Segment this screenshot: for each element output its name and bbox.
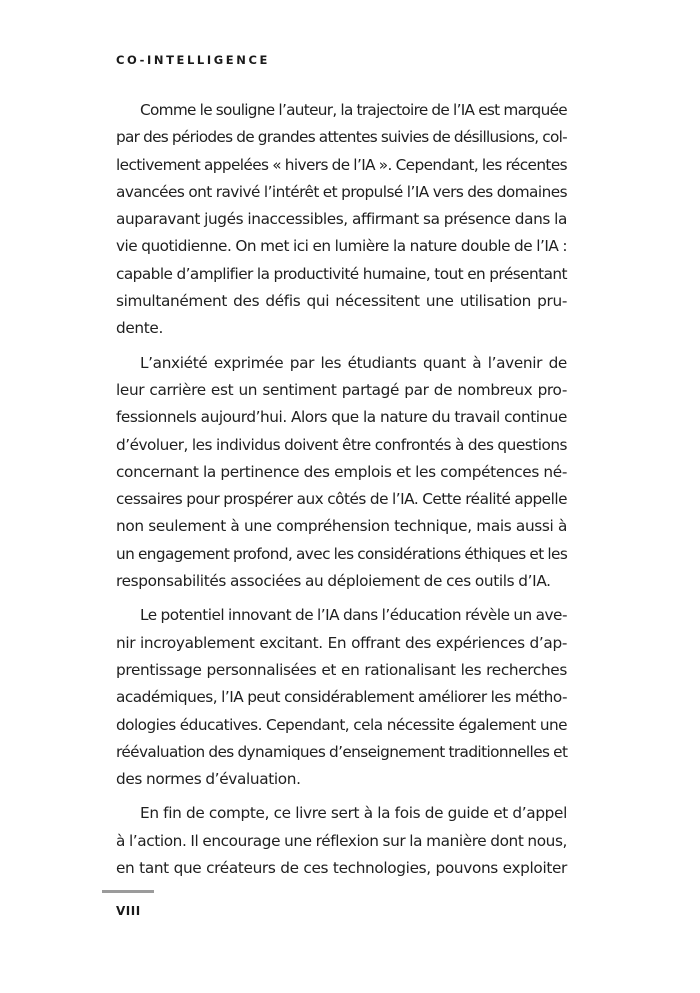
text-line: en tant que créateurs de ces technologies, pouvons exploiter (116, 859, 567, 878)
body-text (116, 97, 567, 889)
footer-rule (102, 890, 154, 893)
text-line: cessaires pour prospérer aux côtés de l’IA. Cette réalité appelle (116, 490, 567, 509)
text-line: prentissage personnalisées et en rationalisant les recherches (116, 660, 567, 679)
text-line: académiques, l’IA peut considérablement améliorer les métho- (116, 688, 567, 707)
text-line: vie quotidienne. On met ici en lumière la nature double de l’IA : (116, 237, 567, 256)
text-line: à l’action. Il encourage une réflexion sur la manière dont nous, (116, 831, 567, 850)
text-line: fessionnels aujourd’hui. Alors que la nature du travail continue (116, 408, 567, 427)
text-line: En fin de compte, ce livre sert à la fois de guide et d’appel (140, 804, 567, 823)
page-number: VIII (116, 904, 141, 918)
text-line: avancées ont ravivé l’intérêt et propulsé l’IA vers des domaines (116, 182, 567, 201)
paragraph (116, 97, 567, 343)
text-line: responsabilités associées au déploiement de ces outils d’IA. (116, 572, 551, 591)
running-header: CO-INTELLIGENCE (116, 53, 270, 67)
text-line: par des périodes de grandes attentes suivies de désillusions, col- (116, 128, 567, 147)
text-line: Le potentiel innovant de l’IA dans l’éducation révèle un ave- (140, 606, 567, 625)
paragraph (116, 602, 567, 793)
text-line: capable d’amplifier la productivité humaine, tout en présentant (116, 264, 567, 283)
text-line: L’anxiété exprimée par les étudiants quant à l’avenir de (140, 353, 567, 372)
text-line: des normes d’évaluation. (116, 770, 301, 789)
text-line: non seulement à une compréhension technique, mais aussi à (116, 517, 567, 536)
text-line: leur carrière est un sentiment partagé par de nombreux pro- (116, 380, 567, 399)
text-line: lectivement appelées « hivers de l’IA ». Cependant, les récentes (116, 155, 567, 174)
text-line: dente. (116, 319, 163, 338)
text-line: un engagement profond, avec les considérations éthiques et les (116, 544, 568, 563)
text-line: auparavant jugés inaccessibles, affirmant sa présence dans la (116, 210, 567, 229)
paragraph (116, 350, 567, 596)
paragraph (116, 800, 567, 882)
text-line: simultanément des défis qui nécessitent une utilisation pru- (116, 292, 567, 311)
text-line: concernant la pertinence des emplois et les compétences né- (116, 462, 567, 481)
text-line: Comme le souligne l’auteur, la trajectoire de l’IA est marquée (140, 101, 567, 119)
text-line: dologies éducatives. Cependant, cela nécessite également une (116, 715, 567, 734)
text-line: réévaluation des dynamiques d’enseignement traditionnelles et (116, 742, 568, 761)
text-line: nir incroyablement excitant. En offrant des expériences d’ap- (116, 633, 567, 652)
text-line: d’évoluer, les individus doivent être confrontés à des questions (116, 435, 567, 454)
